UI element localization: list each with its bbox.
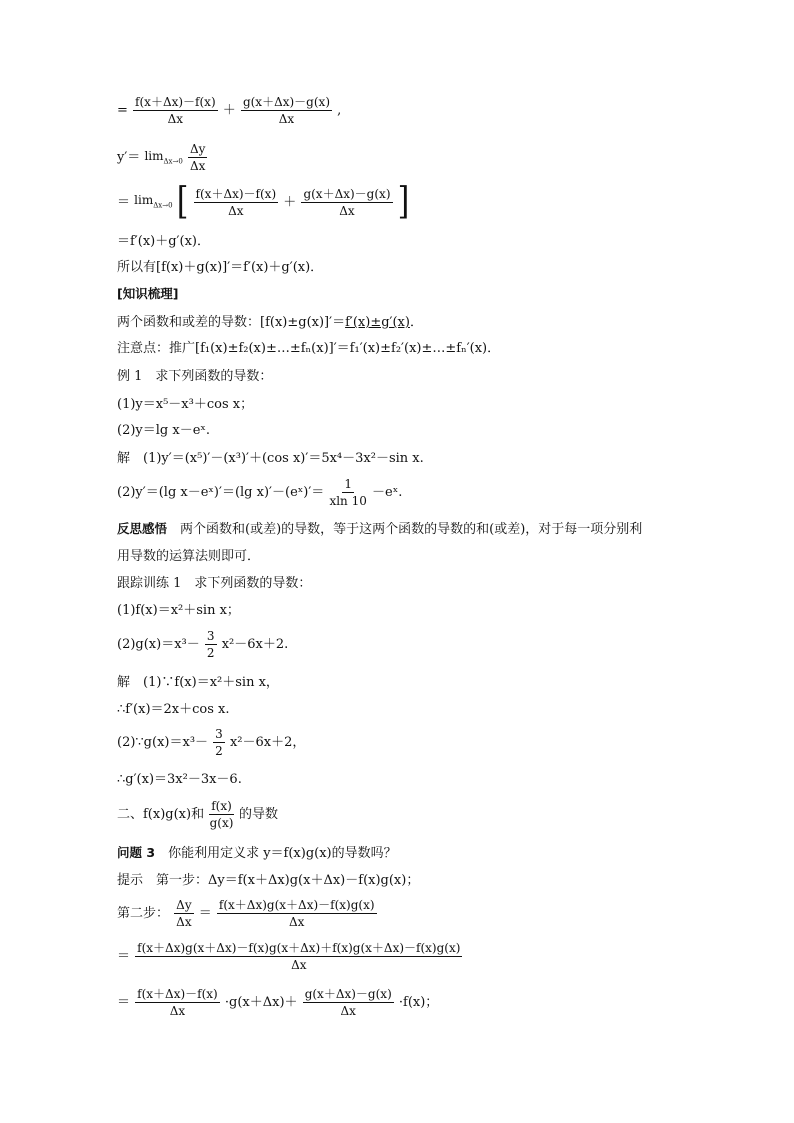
- text-line: 所以有[f(x)＋g(x)]′＝f′(x)＋g′(x)．: [117, 260, 324, 275]
- denominator: g(x): [209, 816, 234, 830]
- numerator: Δy: [176, 898, 192, 912]
- text-line: 解 (1)∵f(x)＝x²＋sin x，: [117, 675, 279, 690]
- text-line: 用导数的运算法则即可．: [117, 549, 261, 564]
- numerator: 3: [206, 629, 215, 643]
- fraction: [194, 188, 279, 217]
- reflection-heading: 反思感悟: [117, 521, 168, 536]
- fraction: [133, 96, 218, 125]
- denominator: Δx: [176, 915, 192, 929]
- numerator: f(x＋Δx)－f(x): [195, 186, 277, 201]
- text-line: 注意点：推广[f₁(x)±f₂(x)±…±fₙ(x)]′＝f₁′(x)±f₂′(x)±…±fₙ′(x)．: [117, 341, 501, 356]
- comma: ,: [337, 103, 342, 118]
- denominator: 2: [206, 646, 215, 660]
- numerator: g(x＋Δx)－g(x): [304, 987, 392, 1001]
- plus-sign: ＋: [222, 103, 236, 118]
- denominator: Δx: [228, 203, 244, 218]
- formula-line: (2)y′＝(lg x－eˣ)′＝(lg x)′－(eˣ)′＝ $\frac{1}{xln 10}$ －eˣ.: [117, 477, 403, 508]
- fraction: [174, 899, 193, 928]
- section-label: [知识梳理]: [117, 286, 179, 301]
- denominator: Δx: [189, 159, 206, 173]
- left-bracket: [: [176, 179, 189, 224]
- limit-operator: $\lim_{\Delta x\to 0}$: [134, 193, 173, 210]
- numerator: 3: [215, 727, 223, 741]
- denominator: xln 10: [329, 494, 367, 508]
- denominator: Δx: [339, 203, 355, 218]
- numerator: f(x＋Δx)－f(x): [135, 95, 216, 109]
- text-line: (2)y＝lg x－eˣ.: [117, 423, 211, 438]
- example-heading: 例 1 求下列函数的导数：: [117, 369, 273, 384]
- formula-line: (2)g(x)＝x³－ $\frac{3}{2}$ x²－6x＋2.: [117, 629, 289, 660]
- fraction: [217, 899, 377, 928]
- formula-line: ＝ $\frac{f(x+\Delta x)g(x+\Delta x)-f(x)g(x+\Delta x)+f(x)g(x+\Delta x)-f(x)g(x)}{\Delta x}$: [117, 941, 461, 972]
- denominator: Δx: [291, 958, 307, 972]
- text-line: (1)y＝x⁵－x³＋cos x；: [117, 397, 254, 412]
- fraction: [241, 96, 332, 125]
- text-line: ＝f′(x)＋g′(x)．: [117, 234, 210, 249]
- text-line: 提示 第一步：Δy＝f(x＋Δx)g(x＋Δx)－f(x)g(x)；: [117, 873, 420, 888]
- fraction: [213, 728, 225, 757]
- formula-line: ＝ $\frac{f(x+\Delta x)-f(x)}{\Delta x}$ ·g(x＋Δx)＋ $\frac{g(x+\Delta x)-g(x)}{\Delta x}$ ·f(x)；: [117, 987, 439, 1018]
- formula-line-sum-split: [117, 96, 341, 125]
- equals-sign: ＝: [117, 194, 131, 210]
- numerator: f(x): [211, 799, 232, 813]
- question-heading: 问题 3: [117, 845, 156, 860]
- fraction: [135, 942, 462, 971]
- denominator: Δx: [278, 112, 295, 126]
- denominator: Δx: [167, 112, 184, 126]
- fraction: [329, 478, 366, 507]
- lhs: y′＝: [117, 150, 141, 165]
- text-line: 两个函数和或差的导数：[f(x)±g(x)]′＝f′(x)±g′(x)．: [117, 315, 423, 330]
- plus-sign: ＋: [283, 194, 297, 210]
- fraction: [205, 630, 217, 659]
- text-line: 解 (1)y′＝(x⁵)′－(x³)′＋(cos x)′＝5x⁴－3x²－sin x.: [117, 451, 424, 466]
- text-line: ∴g′(x)＝3x²－3x－6.: [117, 772, 242, 787]
- denominator: Δx: [169, 1004, 186, 1018]
- formula-line-limit-bracket: [117, 179, 410, 224]
- numerator: 1: [344, 477, 352, 491]
- formula-line-limit-def: [117, 143, 208, 172]
- denominator: Δx: [289, 915, 305, 929]
- fraction: [188, 143, 207, 172]
- equals-sign: =: [117, 103, 128, 118]
- limit-operator: $\lim_{\Delta x\to 0}$: [144, 148, 183, 166]
- formula-line: (2)∵g(x)＝x³－ $\frac{3}{2}$ x²－6x＋2，: [117, 727, 306, 758]
- reflection-paragraph: 反思感悟 两个函数和(或差)的导数，等于这两个函数的导数的和(或差)，对于每一项分别利: [117, 521, 643, 537]
- numerator: f(x＋Δx)－f(x): [137, 987, 218, 1001]
- fraction: [135, 988, 220, 1017]
- exercise-heading: 跟踪训练 1 求下列函数的导数：: [117, 576, 312, 591]
- right-bracket: ]: [397, 179, 410, 224]
- fraction: [209, 800, 234, 829]
- numerator: g(x＋Δx)－g(x): [242, 95, 330, 109]
- text-line: (1)f(x)＝x²＋sin x；: [117, 603, 240, 618]
- text-line: ∴f′(x)＝2x＋cos x.: [117, 702, 230, 717]
- formula-line: 第二步： $\frac{\Delta y}{\Delta x}$ ＝ $\frac{f(x+\Delta x)g(x+\Delta x)-f(x)g(x)}{\Delta x}$: [117, 898, 375, 929]
- numerator: f(x＋Δx)g(x＋Δx)－f(x)g(x＋Δx)＋f(x)g(x＋Δx)－f(x)g(x): [137, 941, 461, 955]
- numerator: f(x＋Δx)g(x＋Δx)－f(x)g(x): [218, 898, 375, 912]
- numerator: Δy: [189, 142, 206, 156]
- underlined-answer: f′(x)±g′(x): [345, 315, 410, 330]
- denominator: 2: [215, 744, 223, 758]
- numerator: g(x＋Δx)－g(x): [303, 186, 391, 201]
- section-heading: 二、f(x)g(x)和 $\frac{f(x)}{g(x)}$ 的导数: [117, 799, 278, 830]
- fraction: [303, 988, 394, 1017]
- denominator: Δx: [340, 1004, 356, 1018]
- question-line: 问题 3 你能利用定义求 y＝f(x)g(x)的导数吗？: [117, 845, 397, 861]
- fraction: [301, 188, 392, 217]
